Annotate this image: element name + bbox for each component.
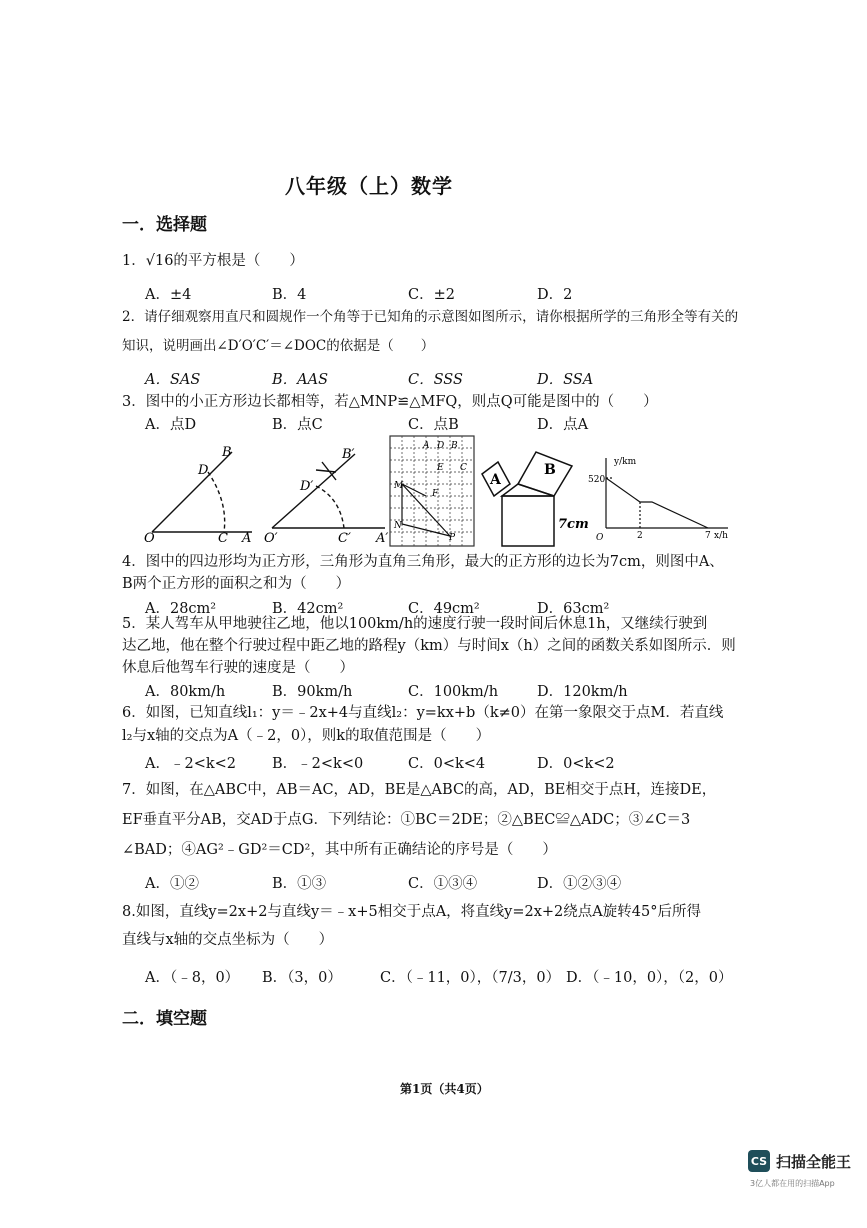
- q6-option-c: C．0<k<4: [408, 756, 486, 772]
- grid-label-f: F: [432, 489, 439, 499]
- fig1-label-c: C: [218, 531, 228, 546]
- question-7-line1: 7．如图，在△ABC中，AB＝AC，AD，BE是△ABC的高，AD，BE相交于点H，连接DE，: [122, 782, 717, 798]
- question-5-line3: 休息后他驾车行驶的速度是（ ）: [122, 660, 354, 676]
- section-heading-fill-in: 二．填空题: [122, 1009, 207, 1029]
- fig2-label-b: B′: [342, 447, 355, 462]
- q7-option-a: A．①②: [145, 876, 199, 892]
- grid-label-d: D: [437, 441, 445, 451]
- fig1-label-d: D: [198, 463, 209, 478]
- section-heading-choice: 一．选择题: [122, 215, 207, 235]
- graph-x-tick-7: 7: [705, 531, 711, 541]
- square-label-a: A: [490, 472, 501, 488]
- q8-option-a: A．（﹣8，0）: [145, 970, 240, 986]
- q2-option-b: B．AAS: [272, 372, 329, 388]
- q3-option-c: C．点B: [408, 417, 459, 433]
- q4-option-b: B．42cm²: [272, 601, 344, 617]
- fig1-label-o: O: [144, 531, 155, 546]
- grid-label-b: B: [451, 441, 458, 451]
- grid-label-m: M: [394, 481, 404, 491]
- q3-option-d: D．点A: [537, 417, 589, 433]
- question-8-line2: 直线与x轴的交点坐标为（ ）: [122, 932, 334, 948]
- grid-label-e: E: [437, 463, 444, 473]
- grid-label-c: C: [460, 463, 467, 473]
- figure-distance-graph: [606, 458, 728, 528]
- q7-option-b: B．①③: [272, 876, 327, 892]
- fig2-label-d: D′: [300, 479, 314, 494]
- graph-x-tick-2: 2: [637, 531, 643, 541]
- square-side-label: 7cm: [558, 517, 589, 532]
- q4-option-c: C．49cm²: [408, 601, 480, 617]
- page-footer: 第1页（共4页）: [400, 1082, 489, 1096]
- graph-origin-label: O: [596, 533, 604, 543]
- question-6-line2: l₂与x轴的交点为A（﹣2，0），则k的取值范围是（ ）: [122, 728, 491, 744]
- fig1-label-a: A: [242, 531, 252, 546]
- scanner-watermark: [748, 1150, 851, 1172]
- q4-option-d: D．63cm²: [537, 601, 610, 617]
- q2-option-c: C．SSS: [408, 372, 463, 388]
- grid-label-p: P: [449, 533, 456, 543]
- question-1-stem: 1．√16的平方根是（ ）: [122, 253, 304, 269]
- q6-option-a: A．﹣2<k<2: [145, 756, 237, 772]
- graph-y-tick-520: 520: [588, 475, 606, 485]
- question-5-line2: 达乙地，他在整个行驶过程中距乙地的路程y（km）与时间x（h）之间的函数关系如图所示．则: [122, 638, 736, 654]
- figures-row: [140, 432, 740, 547]
- question-4-line1: 4．图中的四边形均为正方形，三角形为直角三角形，最大的正方形的边长为7cm，则图中A、: [122, 554, 724, 570]
- q1-option-b: B．4: [272, 287, 307, 303]
- scanner-app-name: 扫描全能王: [776, 1152, 852, 1171]
- question-2-line2: 知识，说明画出∠D′O′C′＝∠DOC的依据是（ ）: [122, 338, 435, 354]
- q8-option-b: B．（3，0）: [262, 970, 342, 986]
- q1-option-d: D．2: [537, 287, 573, 303]
- q7-option-c: C．①③④: [408, 876, 478, 892]
- q6-option-d: D．0<k<2: [537, 756, 615, 772]
- grid-label-n: N: [394, 521, 402, 531]
- q3-option-a: A．点D: [145, 417, 197, 433]
- q5-option-b: B．90km/h: [272, 684, 353, 700]
- q5-option-d: D．120km/h: [537, 684, 628, 700]
- fig1-label-b: B: [222, 445, 232, 460]
- q2-option-a: A．SAS: [145, 372, 201, 388]
- question-6-line1: 6．如图，已知直线l₁：y＝﹣2x+4与直线l₂：y=kx+b（k≠0）在第一象限交于点M．若直线: [122, 705, 724, 721]
- q8-option-c: C．（﹣11，0），（7/3，0）: [380, 970, 561, 986]
- q8-option-d: D．（﹣10，0），（2，0）: [566, 970, 733, 986]
- fig2-label-c: C′: [338, 531, 351, 546]
- question-2-line1: 2．请仔细观察用直尺和圆规作一个角等于已知角的示意图如图所示，请你根据所学的三角形全等有关的: [122, 309, 739, 325]
- q5-option-a: A．80km/h: [145, 684, 226, 700]
- question-3-stem: 3．图中的小正方形边长都相等，若△MNP≌△MFQ，则点Q可能是图中的（ ）: [122, 394, 658, 410]
- q2-option-d: D．SSA: [537, 372, 594, 388]
- square-label-b: B: [544, 462, 556, 478]
- fig2-label-a: A′: [376, 531, 389, 546]
- question-4-line2: B两个正方形的面积之和为（ ）: [122, 576, 351, 592]
- question-7-line2: EF垂直平分AB，交AD于点G．下列结论：①BC＝2DE；②△BEC≌△ADC；③∠C＝3: [122, 812, 691, 828]
- q3-option-b: B．点C: [272, 417, 323, 433]
- fig2-label-o: O′: [264, 531, 278, 546]
- question-7-line3: ∠BAD；④AG²﹣GD²＝CD²，其中所有正确结论的序号是（ ）: [122, 842, 557, 858]
- q6-option-b: B．﹣2<k<0: [272, 756, 364, 772]
- graph-x-axis-label: x/h: [714, 531, 728, 541]
- grid-label-a: A: [423, 441, 430, 451]
- q5-option-c: C．100km/h: [408, 684, 499, 700]
- scanner-tagline: 3亿人都在用的扫描App: [750, 1179, 835, 1188]
- q1-option-c: C．±2: [408, 287, 455, 303]
- q4-option-a: A．28cm²: [145, 601, 217, 617]
- question-8-line1: 8.如图，直线y=2x+2与直线y＝﹣x+5相交于点A，将直线y=2x+2绕点A旋转45°后所得: [122, 904, 701, 920]
- page-title: 八年级（上）数学: [285, 174, 453, 198]
- q1-option-a: A．±4: [145, 287, 192, 303]
- graph-y-axis-label: y/km: [614, 457, 637, 467]
- figure-angle-copy: [272, 454, 385, 528]
- question-5-line1: 5．某人驾车从甲地驶往乙地，他以100km/h的速度行驶一段时间后休息1h，又继续行驶到: [122, 616, 708, 632]
- q7-option-d: D．①②③④: [537, 876, 622, 892]
- scanner-logo-icon: CS: [748, 1150, 770, 1172]
